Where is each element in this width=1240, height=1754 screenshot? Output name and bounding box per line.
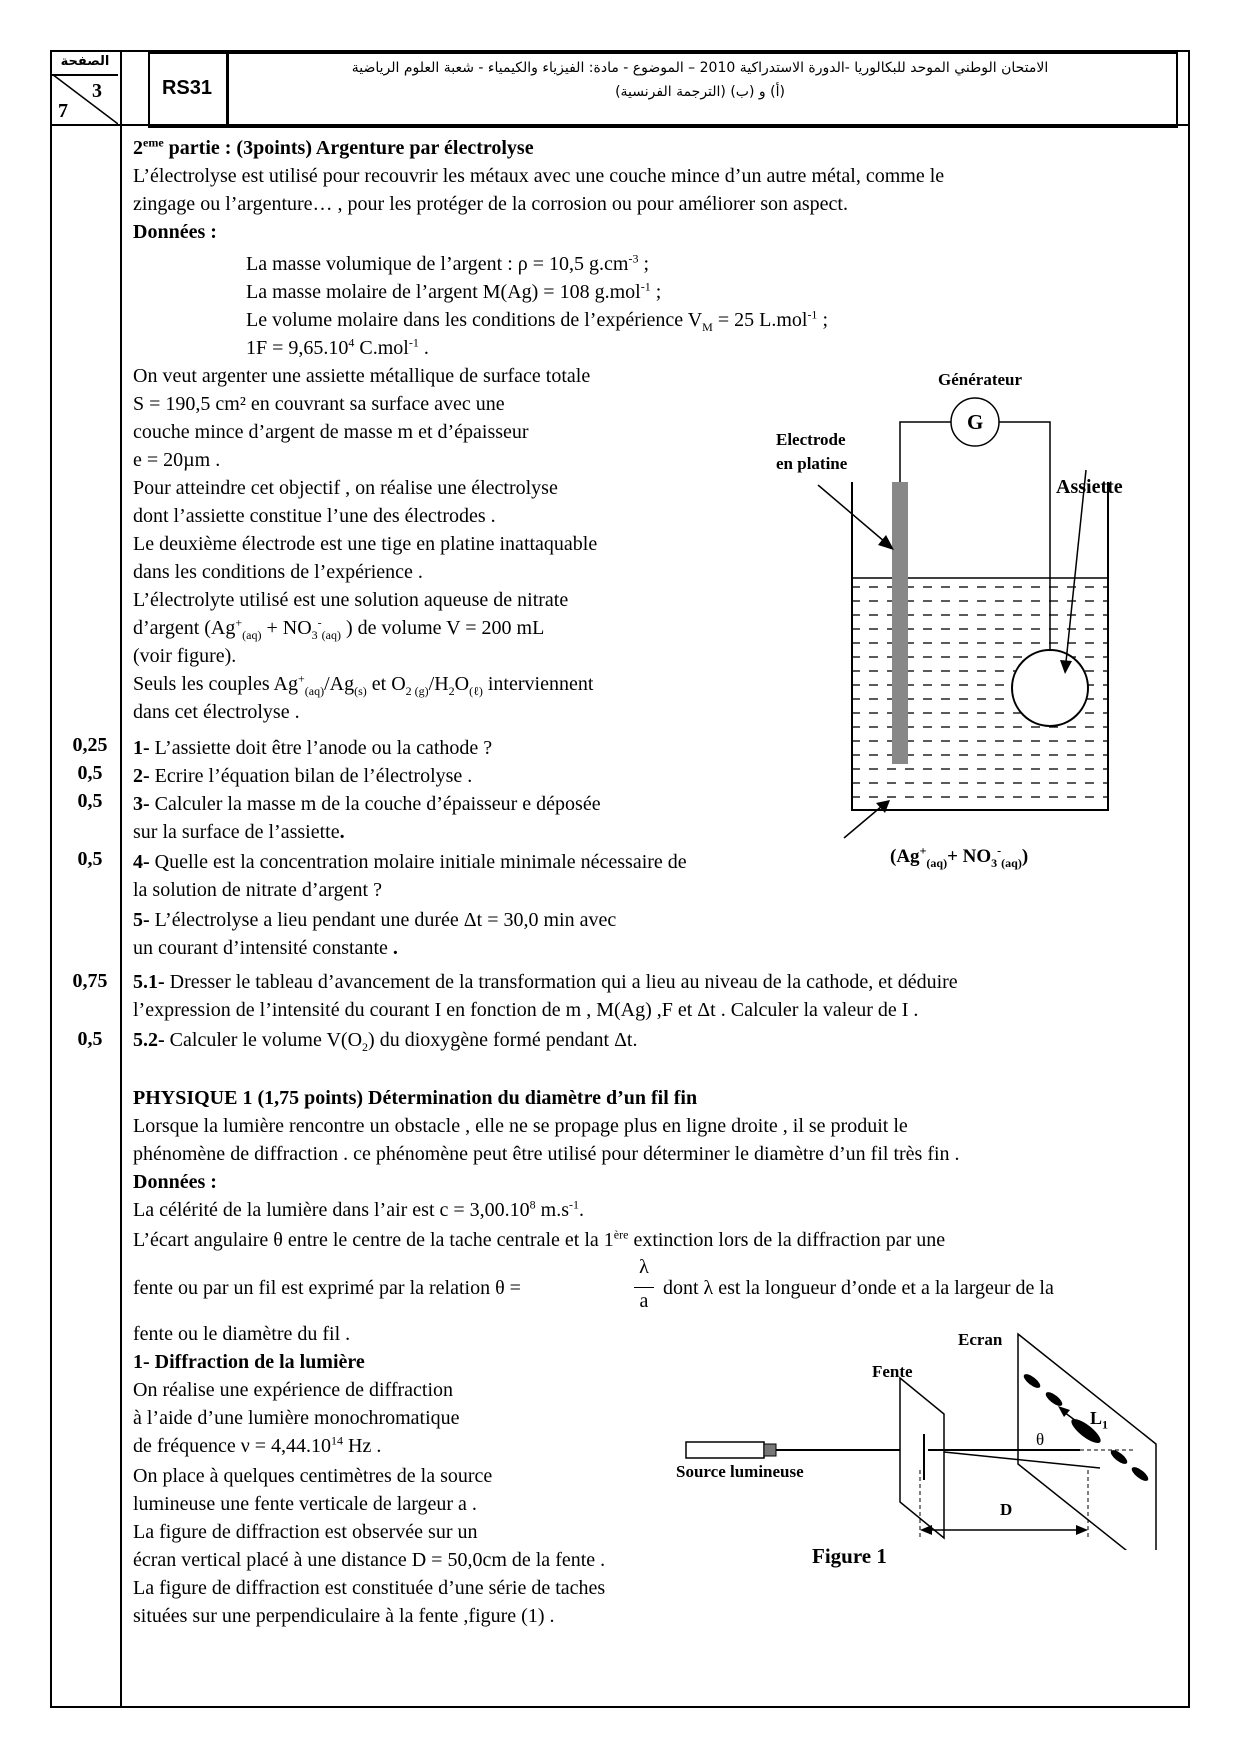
part2-title: 2eme partie : (3points) Argenture par électrolyse (133, 135, 534, 159)
screen-label: Ecran (958, 1330, 1003, 1349)
points-q3: 0,5 (77, 790, 103, 812)
part2-text-3: couche mince d’argent de masse m et d’épaisseur (133, 421, 529, 443)
part2-intro-1: L’électrolyse est utilisé pour recouvrir les métaux avec une couche mince d’un autre métal, comme le (133, 165, 945, 187)
data-molar-mass: La masse molaire de l’argent M(Ag) = 108 g.mol$^{-1}$ ; (246, 279, 662, 303)
data-molar-volume: Le volume molaire dans les conditions de l’expérience $V_M = 25$ L.mol$^{-1}$ ; (246, 307, 828, 334)
margin-column (50, 50, 122, 1706)
question-5-2: 5.2- Calculer le volume $V(O_2)$ du dioxygène formé pendant Δt. (133, 1029, 638, 1054)
part2-text-5: Pour atteindre cet objectif , on réalise une électrolyse (133, 477, 558, 499)
points-q51: 0,75 (72, 970, 108, 992)
section-1-text-6: La figure de diffraction est observée sur un (133, 1521, 478, 1543)
data-faraday: $1F = 9,65.10^4$ C.mol$^{-1}$ . (246, 335, 429, 359)
part2-text-8: dans les conditions de l’expérience . (133, 561, 423, 583)
part2-text-9: L’électrolyte utilisé est une solution aqueuse de nitrate (133, 589, 569, 611)
question-5-cont: un courant d’intensité constante . (133, 937, 398, 959)
data-angular-gap: L’écart angulaire θ entre le centre de la tache centrale et la 1ère extinction lors de la diffraction par une (133, 1227, 946, 1251)
exam-header-line2: (أ) و (ب) (الترجمة الفرنسية) (615, 84, 785, 100)
electrode-label-2: en platine (776, 454, 848, 473)
electrode-label-1: Electrode (776, 430, 846, 449)
l1-label: $L_1$ (1090, 1408, 1109, 1432)
physique1-donnees: Données : (133, 1171, 217, 1193)
light-source-tip (764, 1444, 776, 1456)
d-arrowhead-right-icon (1076, 1525, 1088, 1535)
subject-code: RS31 (148, 52, 229, 124)
part2-text-12: Seuls les couples $Ag^+_{(aq)}/Ag_{(s)}$ et $O_{2 (g)}/H_2O_{(\ell)}$ interviennent (133, 671, 594, 698)
generator-label: Générateur (938, 370, 1023, 389)
wire-left (900, 422, 951, 482)
data-light-speed: La célérité de la lumière dans l’air est $c = 3,00.10^8$ $m.s^{-1}$. (133, 1197, 585, 1221)
question-5-1: 5.1- Dresser le tableau d’avancement de la transformation qui a lieu au niveau de la cathode, et déduire (133, 971, 958, 993)
platinum-electrode (892, 482, 908, 764)
fraction-numerator: λ (639, 1256, 649, 1278)
section-1-text-4: On place à quelques centimètres de la source (133, 1465, 493, 1487)
question-4-cont: la solution de nitrate d’argent ? (133, 879, 382, 901)
part2-text-6: dont l’assiette constitue l’une des électrodes . (133, 505, 496, 527)
section-1-text-1: On réalise une expérience de diffraction (133, 1379, 454, 1401)
points-q1: 0,25 (72, 734, 108, 756)
section-1-text-2: à l’aide d’une lumière monochromatique (133, 1407, 460, 1429)
exam-header-text (232, 56, 1168, 104)
theta-label: θ (1036, 1430, 1045, 1449)
page-total: 7 (58, 100, 68, 122)
part2-text-7: Le deuxième électrode est une tige en platine inattaquable (133, 533, 598, 555)
part2-donnees: Données : (133, 221, 217, 243)
fraction-bar (634, 1287, 654, 1288)
part2-text-2: S = 190,5 cm² en couvrant sa surface avec une (133, 393, 505, 415)
question-5: 5- L’électrolyse a lieu pendant une durée Δt = 30,0 min avec (133, 909, 617, 931)
data-density: La masse volumique de l’argent : ρ = 10,5 $g.cm^{-3}$ ; (246, 251, 650, 275)
question-5-1-cont: l’expression de l’intensité du courant I en fonction de m , M(Ag) ,F et Δt . Calculer la valeur de I . (133, 999, 919, 1021)
physique1-text-3: fente ou le diamètre du fil . (133, 1323, 351, 1345)
part2-text-1: On veut argenter une assiette métallique de surface totale (133, 365, 591, 387)
points-q4: 0,5 (77, 848, 103, 870)
exam-header-line1: الامتحان الوطني الموحد للبكالوريا -الدورة الاستدراكية 2010 – الموضوع - مادة: الفيزياء والكيمياء - شعبة العلوم الرياضية (351, 60, 1049, 76)
question-3: 3- Calculer la masse m de la couche d’épaisseur e déposée (133, 793, 601, 815)
section-1-text-7: écran vertical placé à une distance D = 50,0cm de la fente . (133, 1549, 606, 1571)
question-3-cont: sur la surface de l’assiette. (133, 821, 345, 843)
part2-text-13: dans cet électrolyse . (133, 701, 300, 723)
light-source (686, 1442, 764, 1458)
fraction-denominator: a (639, 1290, 649, 1312)
plate-label: Assiette (1056, 476, 1123, 498)
question-2: 2- Ecrire l’équation bilan de l’électrolyse . (133, 765, 473, 787)
part2-text-4: e = 20µm . (133, 449, 221, 471)
physique1-title: PHYSIQUE 1 (1,75 points) Détermination du diamètre d’un fil fin (133, 1087, 698, 1109)
d-arrowhead-left-icon (920, 1525, 932, 1535)
part2-intro-2: zingage ou l’argenture… , pour les protéger de la corrosion ou pour améliorer son aspect. (133, 193, 848, 215)
page-label: الصفحة (60, 54, 110, 69)
section-1-text-3: de fréquence $\nu = 4,44.10^{14}$ Hz . (133, 1433, 382, 1457)
section-1-text-5: lumineuse une fente verticale de largeur a . (133, 1493, 477, 1515)
points-q2: 0,5 (77, 762, 103, 784)
d-label: D (1000, 1500, 1013, 1519)
data-relation: fente ou par un fil est exprimé par la relation θ = (133, 1277, 521, 1299)
points-q52: 0,5 (77, 1028, 103, 1050)
generator-symbol: G (967, 410, 984, 434)
slit-label: Fente (872, 1362, 913, 1381)
section-1-text-9: situées sur une perpendiculaire à la fente ,figure (1) . (133, 1605, 555, 1627)
physique1-text-2: phénomène de diffraction . ce phénomène peut être utilisé pour déterminer le diamètre d’un fil très fin . (133, 1143, 960, 1165)
slit-plate (900, 1378, 944, 1538)
question-1: 1- L’assiette doit être l’anode ou la cathode ? (133, 737, 493, 759)
section-1-title: 1- Diffraction de la lumière (133, 1351, 365, 1373)
solution-label: $(Ag^+_{(aq)}+ NO_3^-_{(aq)})$ (890, 843, 1029, 870)
data-relation-cont: dont λ est la longueur d’onde et a la largeur de la (663, 1277, 1054, 1299)
source-label: Source lumineuse (676, 1462, 804, 1481)
figure-1-label: Figure 1 (812, 1544, 887, 1568)
plate-electrode (1012, 650, 1088, 726)
section-1-text-8: La figure de diffraction est constituée d’une série de taches (133, 1577, 606, 1599)
question-4: 4- Quelle est la concentration molaire initiale minimale nécessaire de (133, 851, 687, 873)
diffraction-diagram (680, 1320, 1180, 1550)
page-number: 3 (92, 80, 102, 102)
part2-text-10: d’argent ($Ag^+_{(aq)} + NO_3^-_{(aq)}$ ) de volume V = 200 mL (133, 615, 545, 642)
physique1-text-1: Lorsque la lumière rencontre un obstacle , elle ne se propage plus en ligne droite , il se produit le (133, 1115, 908, 1137)
part2-text-11: (voir figure). (133, 645, 237, 667)
